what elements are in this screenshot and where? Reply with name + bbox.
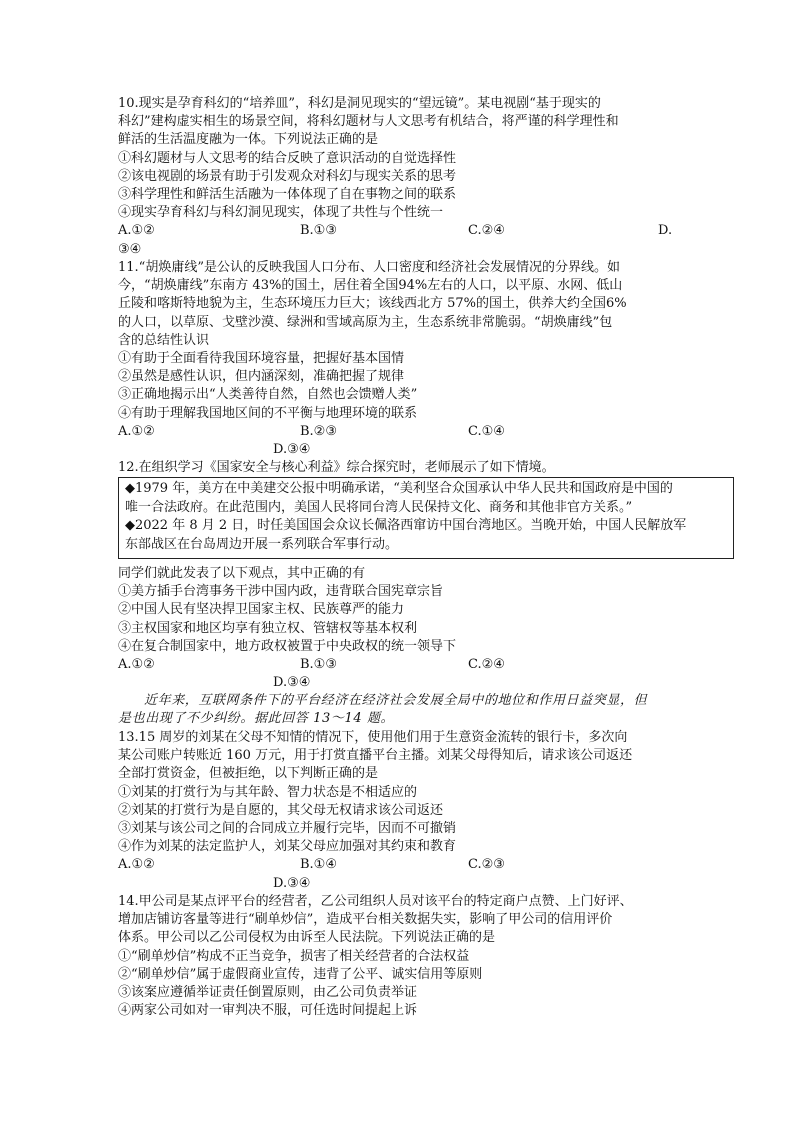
intro-line: 是也出现了不少纠纷。据此回答 13～14 题。 xyxy=(118,711,395,727)
q10-choice-1: ①科幻题材与人文思考的结合反映了意识活动的自觉选择性 xyxy=(118,150,457,166)
q12-choice-3: ③主权国家和地区均享有独立权、管辖权等基本权利 xyxy=(118,620,418,636)
q12-material-line: 东部战区在台岛周边开展一系列联合军事行动。 xyxy=(125,536,399,552)
q12-option-d[interactable]: D.③④ xyxy=(273,675,311,691)
q12-stem: 12.在组织学习《国家安全与核心利益》综合探究时，老师展示了如下情境。 xyxy=(118,460,555,475)
q13-choice-1: ①刘某的打赏行为与其年龄、智力状态是不相适应的 xyxy=(118,784,418,800)
q14-choice-2: ②“刷单炒信”属于虚假商业宣传，违背了公平、诚实信用等原则 xyxy=(118,966,483,982)
q10-line: 鲜活的生活温度融为一体。下列说法正确的是 xyxy=(118,132,379,148)
q12-choice-4: ④在复合制国家中，地方政权被置于中央政权的统一领导下 xyxy=(118,638,457,654)
q12-line: 同学们就此发表了以下观点，其中正确的有 xyxy=(118,566,366,581)
question-10 xyxy=(118,95,678,259)
q12-option-a[interactable]: A.①② xyxy=(118,657,155,673)
q10-options xyxy=(118,222,678,240)
q13-options xyxy=(118,856,678,874)
q12-material-line: 唯一合法政府。在此范围内，美国人民将同台湾人民保持文化、商务和其他非官方关系。” xyxy=(125,499,633,515)
q13-line: 全部打赏资金，但被拒绝，以下判断正确的是 xyxy=(118,766,379,782)
q12-options-row2 xyxy=(118,674,678,692)
q13-options-row2 xyxy=(118,875,678,893)
q10-choice-4: ④现实孕育科幻与科幻洞见现实，体现了共性与个性统一 xyxy=(118,205,444,221)
q12-material-line: ◆2022 年 8 月 2 日，时任美国国会众议长佩洛西窜访中国台湾地区。当晚开始，中国人民解放军 xyxy=(125,518,687,533)
q14-choice-1: ①“刷单炒信”构成不正当竞争，损害了相关经营者的合法权益 xyxy=(118,948,470,964)
q11-option-a[interactable]: A.①② xyxy=(118,423,155,439)
question-11 xyxy=(118,259,678,459)
q13-option-d[interactable]: D.③④ xyxy=(273,875,311,891)
q14-choice-4: ④两家公司如对一审判决不服，可任选时间提起上诉 xyxy=(118,1003,418,1019)
material-intro xyxy=(118,692,678,728)
q10-choice-2: ②该电视剧的场景有助于引发观众对科幻与现实关系的思考 xyxy=(118,168,457,184)
q11-options xyxy=(118,423,678,441)
q12-material-line: ◆1979 年，美方在中美建交公报中明确承诺，“美利坚合众国承认中华人民共和国政府是中国的 xyxy=(125,481,673,496)
q13-line: 13.15 周岁的刘某在父母不知情的情况下，使用他们用于生意资金流转的银行卡，多次向 xyxy=(118,730,628,745)
q13-choice-4: ④作为刘某的法定监护人，刘某父母应加强对其约束和教育 xyxy=(118,839,457,855)
q12-choice-2: ②中国人民有坚决捍卫国家主权、民族尊严的能力 xyxy=(118,602,405,618)
q11-choice-3: ③正确地揭示出“人类善待自然，自然也会馈赠人类” xyxy=(118,387,418,403)
q11-line: 的人口，以草原、戈壁沙漠、绿洲和雪域高原为主，生态系统非常脆弱。“胡焕庸线”包 xyxy=(118,314,613,330)
q12-option-c[interactable]: C.②④ xyxy=(468,657,505,673)
q13-line: 某公司账户转账近 160 万元，用于打赏直播平台主播。刘某父母得知后，请求该公司返还 xyxy=(118,748,633,764)
question-13 xyxy=(118,729,678,893)
q10-line: 科幻”建构虚实相生的场景空间，将科幻题材与人文思考有机结合，将严谨的科学理性和 xyxy=(118,114,619,130)
intro-line: 近年来，互联网条件下的平台经济在经济社会发展全局中的地位和作用日益突显，但 xyxy=(144,693,648,708)
q13-option-c[interactable]: C.②③ xyxy=(468,857,505,873)
q11-choice-2: ②虽然是感性认识，但内涵深刻，准确把握了规律 xyxy=(118,369,405,385)
q13-choice-2: ②刘某的打赏行为是自愿的，其父母无权请求该公司返还 xyxy=(118,802,444,818)
q12-material-box xyxy=(118,477,734,559)
q14-line: 增加店铺访客量等进行“刷单炒信”，造成平台相关数据失实，影响了甲公司的信用评价 xyxy=(118,912,613,928)
q13-option-a[interactable]: A.①② xyxy=(118,857,155,873)
q10-option-c[interactable]: C.②④ xyxy=(468,223,505,239)
q11-option-c[interactable]: C.①④ xyxy=(468,423,505,439)
q10-option-d-value: ③④ xyxy=(118,241,142,257)
q11-choice-4: ④有助于理解我国地区间的不平衡与地理环境的联系 xyxy=(118,405,418,421)
q11-line: 11.“胡焕庸线”是公认的反映我国人口分布、人口密度和经济社会发展情况的分界线。如 xyxy=(118,260,620,275)
question-12-stem xyxy=(118,459,678,477)
q11-choice-1: ①有助于全面看待我国环境容量，把握好基本国情 xyxy=(118,351,405,367)
q14-choice-3: ③该案应遵循举证责任倒置原则，由乙公司负责举证 xyxy=(118,985,418,1001)
q12-option-b[interactable]: B.①③ xyxy=(300,657,337,673)
q11-option-d[interactable]: D.③④ xyxy=(273,442,311,458)
q13-option-b[interactable]: B.①④ xyxy=(300,857,337,873)
q11-line: 含的总结性认识 xyxy=(118,332,210,348)
q11-line: 今，“胡焕庸线”东南方 43%的国土，居住着全国94%左右的人口，以平原、水网、低山 xyxy=(118,278,623,294)
q10-choice-3: ③科学理性和鲜活生活融为一体体现了自在事物之间的联系 xyxy=(118,187,457,203)
q10-option-d[interactable]: D. xyxy=(658,223,673,239)
q11-options-row2 xyxy=(118,441,678,459)
q11-line: 丘陵和喀斯特地貌为主，生态环境压力巨大；该线西北方 57%的国土，供养大约全国6% xyxy=(118,296,627,312)
q14-line: 14.甲公司是某点评平台的经营者，乙公司组织人员对该平台的特定商户点赞、上门好评、 xyxy=(118,894,633,909)
q14-line: 体系。甲公司以乙公司侵权为由诉至人民法院。下列说法正确的是 xyxy=(118,930,496,946)
q13-choice-3: ③刘某与该公司之间的合同成立并履行完毕，因而不可撤销 xyxy=(118,821,457,837)
q10-option-b[interactable]: B.①③ xyxy=(300,223,337,239)
q11-option-b[interactable]: B.②③ xyxy=(300,423,337,439)
question-14 xyxy=(118,893,678,1020)
q10-option-a[interactable]: A.①② xyxy=(118,223,155,239)
question-12-body xyxy=(118,565,678,692)
q12-options xyxy=(118,656,678,674)
q12-choice-1: ①美方插手台湾事务干涉中国内政，违背联合国宪章宗旨 xyxy=(118,584,444,600)
q10-line: 10.现实是孕育科幻的“培养皿”，科幻是洞见现实的“望远镜”。某电视剧“基于现实的 xyxy=(118,96,601,111)
